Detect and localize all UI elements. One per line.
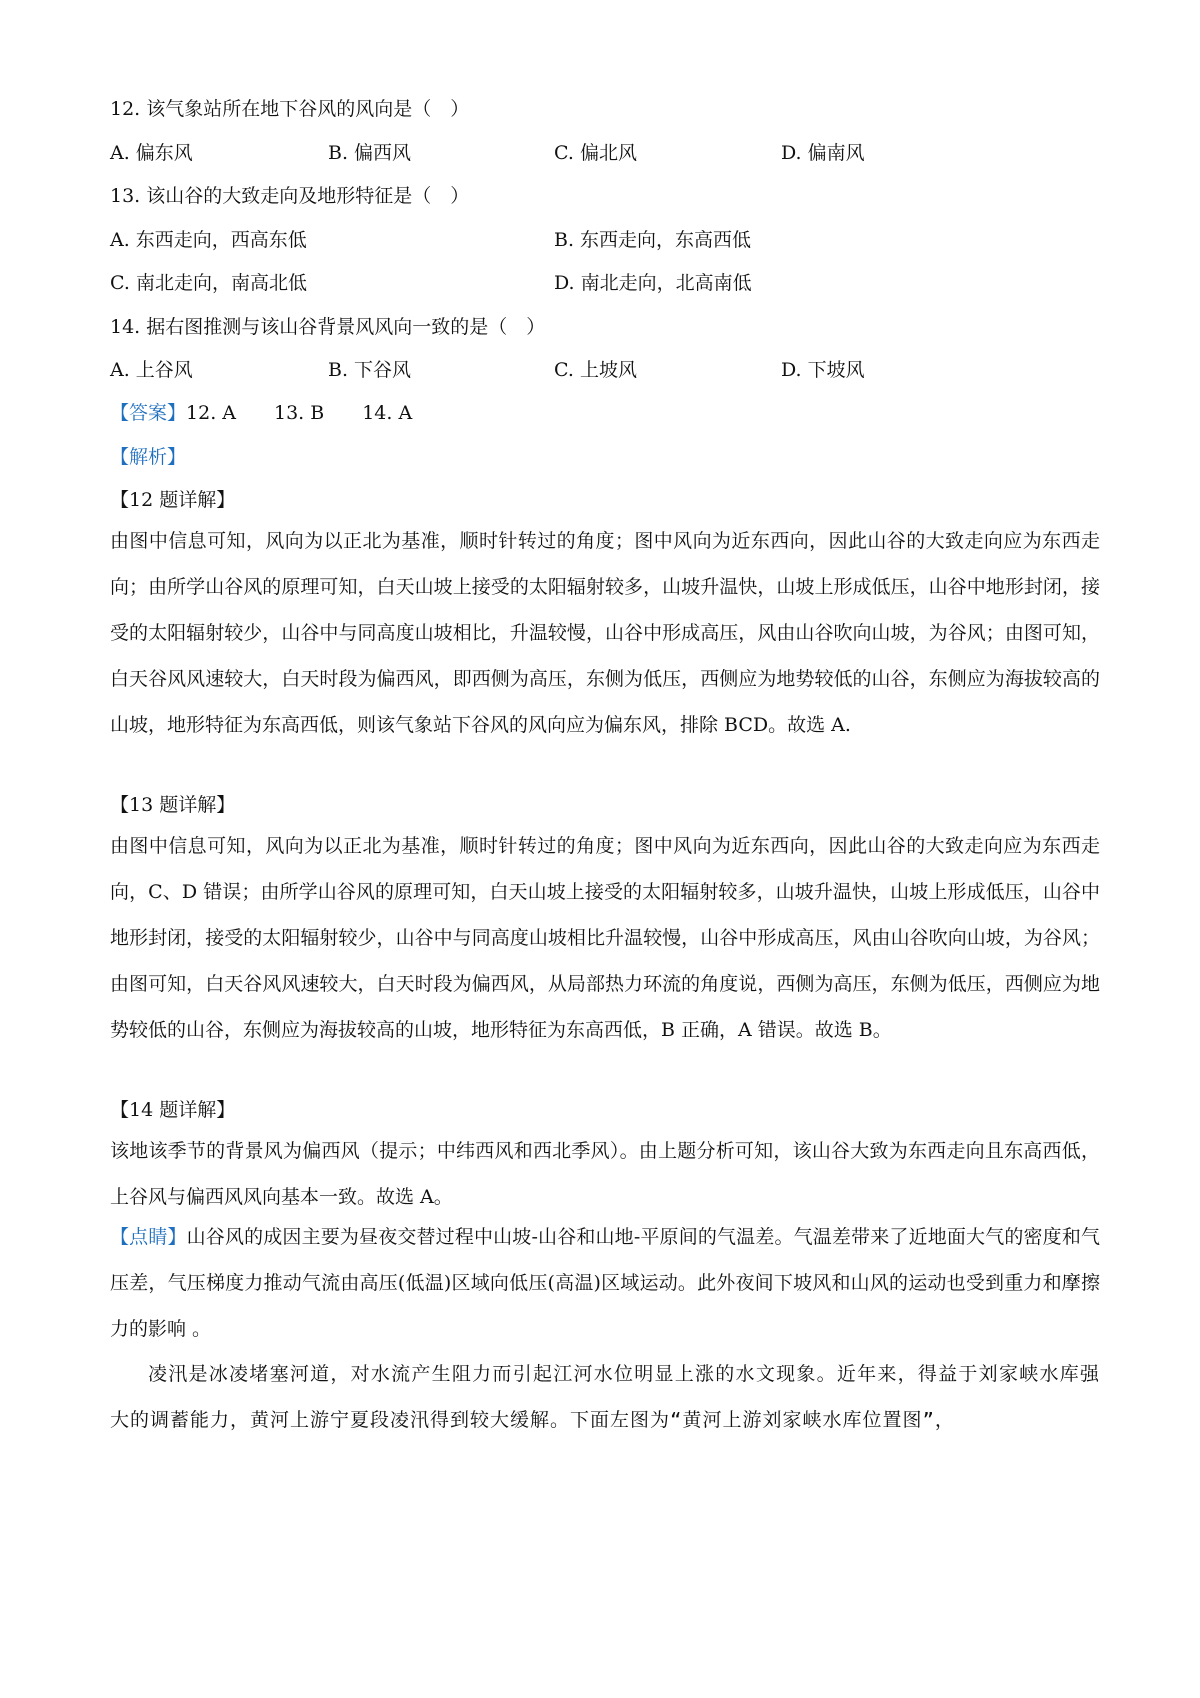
option-14-a: A. 上谷风 (110, 359, 193, 381)
tip-text: 山谷风的成因主要为昼夜交替过程中山坡-山谷和山地-平原间的气温差。气温差带来了近地面大气的密度和气压差，气压梯度力推动气流由高压(低温)区域向低压(高温)区域运动。此外夜间下坡风和山风的运动也受到重力和摩擦力的影响 。 (110, 1226, 1100, 1340)
answer-item: 14. A (362, 402, 413, 424)
detail-14-text: 该地该季节的背景风为偏西风（提示；中纬西风和西北季风）。由上题分析可知，该山谷大致为东西走向且东高西低，上谷风与偏西风风向基本一致。故选 A。 (110, 1140, 1100, 1208)
tip-label: 【点睛】 (110, 1226, 187, 1248)
answer-item: 12. A (186, 402, 236, 424)
option-14-b: B. 下谷风 (328, 359, 412, 381)
option-12-b: B. 偏西风 (328, 142, 412, 164)
question-13-stem: 13. 该山谷的大致走向及地形特征是（ ） (110, 185, 470, 207)
option-14-d: D. 下坡风 (781, 359, 865, 381)
detail-12-heading: 【12 题详解】 (110, 489, 236, 511)
option-12-a: A. 偏东风 (110, 142, 193, 164)
answer-label: 【答案】 (110, 402, 187, 424)
analysis-label: 【解析】 (110, 446, 187, 468)
detail-12-text: 由图中信息可知，风向为以正北为基准，顺时针转过的角度；图中风向为近东西向，因此山谷的大致走向应为东西走向；由所学山谷风的原理可知，白天山坡上接受的太阳辐射较多，山坡升温快，山坡上形成低压，山谷中地形封闭，接受的太阳辐射较少，山谷中与同高度山坡相比，升温较慢，山谷中形成高压，风由山谷吹向山坡，为谷风；由图可知，白天谷风风速较大，白天时段为偏西风，即西侧为高压，东侧为低压，西侧应为地势较低的山谷，东侧应为海拔较高的山坡，地形特征为东高西低，则该气象站下谷风的风向应为偏东风，排除 BCD。故选 A. (110, 530, 1100, 736)
option-12-c: C. 偏北风 (554, 142, 637, 164)
detail-13-heading: 【13 题详解】 (110, 794, 236, 816)
answer-line (110, 400, 450, 426)
option-13-a: A. 东西走向，西高东低 (110, 229, 307, 251)
option-13-c: C. 南北走向，南高北低 (110, 272, 307, 294)
option-13-b: B. 东西走向，东高西低 (554, 229, 752, 251)
answer-item: 13. B (274, 402, 325, 424)
tip-paragraph (110, 1214, 1100, 1352)
option-12-d: D. 偏南风 (781, 142, 865, 164)
detail-13-text: 由图中信息可知，风向为以正北为基准，顺时针转过的角度；图中风向为近东西向，因此山谷的大致走向应为东西走向，C、D 错误；由所学山谷风的原理可知，白天山坡上接受的太阳辐射较多，山坡升温快，山坡上形成低压，山谷中地形封闭，接受的太阳辐射较少，山谷中与同高度山坡相比升温较慢，山谷中形成高压，风由山谷吹向山坡，为谷风；由图可知，白天谷风风速较大，白天时段为偏西风，从局部热力环流的角度说，西侧为高压，东侧为低压，西侧应为地势较低的山谷，东侧应为海拔较高的山坡，地形特征为东高西低，B 正确，A 错误。故选 B。 (110, 835, 1100, 1041)
intro-paragraph: 凌汛是冰凌堵塞河道，对水流产生阻力而引起江河水位明显上涨的水文现象。近年来，得益于刘家峡水库强大的调蓄能力，黄河上游宁夏段凌汛得到较大缓解。下面左图为“黄河上游刘家峡水库位置图”， (110, 1363, 1100, 1431)
question-12-stem: 12. 该气象站所在地下谷风的风向是（ ） (110, 98, 470, 120)
detail-14-heading: 【14 题详解】 (110, 1099, 236, 1121)
option-14-c: C. 上坡风 (554, 359, 637, 381)
question-14-stem: 14. 据右图推测与该山谷背景风风向一致的是（ ） (110, 316, 546, 338)
option-13-d: D. 南北走向，北高南低 (554, 272, 752, 294)
